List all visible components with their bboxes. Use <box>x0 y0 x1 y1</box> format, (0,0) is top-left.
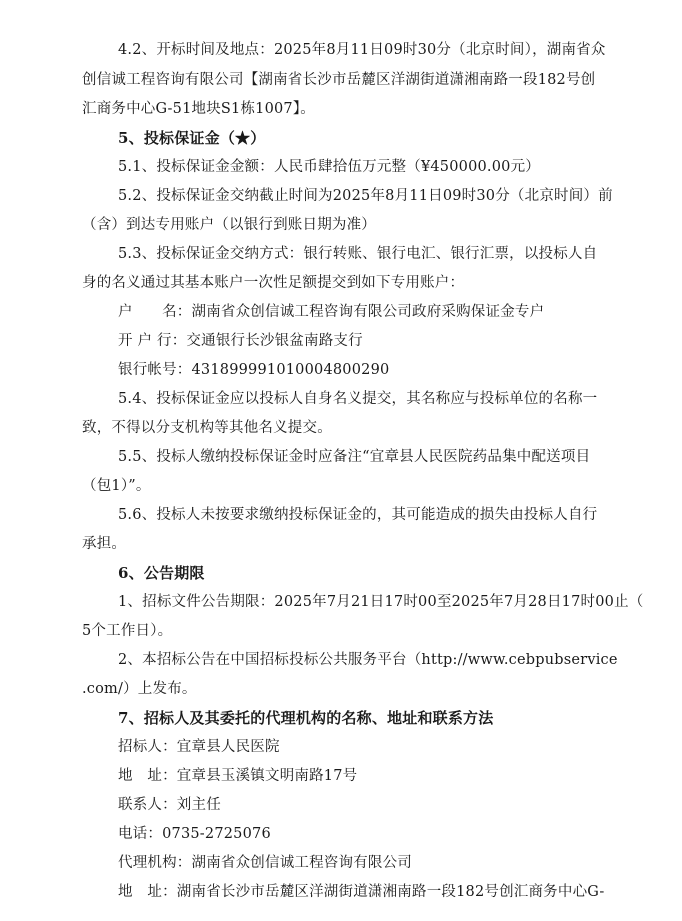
section-heading-6: 6、公告期限 <box>118 564 205 582</box>
text-line-6-1: 1、招标文件公告期限：2025年7月21日17时00至2025年7月28日17时00止（ <box>118 594 644 610</box>
text-line: （包1）”。 <box>82 478 151 494</box>
contact-phone: 电话：0735-2725076 <box>118 826 271 842</box>
text-line: 汇商务中心G-51地块S1栋1007】。 <box>82 101 316 117</box>
section-heading-7: 7、招标人及其委托的代理机构的名称、地址和联系方法 <box>118 709 494 727</box>
text-line-5-2: 5.2、投标保证金交纳截止时间为2025年8月11日09时30分（北京时间）前 <box>118 188 613 204</box>
text-line: 5个工作日）。 <box>82 623 173 639</box>
text-line-5-3: 5.3、投标保证金交纳方式：银行转账、银行电汇、银行汇票，以投标人自 <box>118 246 598 262</box>
agency-name: 代理机构：湖南省众创信诚工程咨询有限公司 <box>118 855 412 871</box>
text-line: （含）到达专用账户（以银行到账日期为准） <box>82 217 376 233</box>
tenderer-name: 招标人：宜章县人民医院 <box>118 739 280 755</box>
text-line: 身的名义通过其基本账户一次性足额提交到如下专用账户： <box>82 275 465 291</box>
agency-address: 地 址：湖南省长沙市岳麓区洋湖街道潇湘南路一段182号创汇商务中心G- <box>118 884 605 900</box>
tenderer-address: 地 址：宜章县玉溪镇文明南路17号 <box>118 768 358 784</box>
text-line-5-5: 5.5、投标人缴纳投标保证金时应备注“宜章县人民医院药品集中配送项目 <box>118 449 591 465</box>
account-bank: 开 户 行：交通银行长沙银盆南路支行 <box>118 333 363 349</box>
text-line-5-4: 5.4、投标保证金应以投标人自身名义提交，其名称应与投标单位的名称一 <box>118 391 598 407</box>
section-heading-5: 5、投标保证金（★） <box>118 129 266 147</box>
text-line-5-6: 5.6、投标人未按要求缴纳投标保证金的，其可能造成的损失由投标人自行 <box>118 507 598 523</box>
account-name: 户 名：湖南省众创信诚工程咨询有限公司政府采购保证金专户 <box>118 304 545 320</box>
text-line: 承担。 <box>82 536 127 552</box>
text-line: 创信诚工程咨询有限公司【湖南省长沙市岳麓区洋湖街道潇湘南路一段182号创 <box>82 72 596 88</box>
contact-person: 联系人：刘主任 <box>118 797 221 813</box>
account-number: 银行帐号：431899991010004800290 <box>118 362 390 378</box>
text-line-5-1: 5.1、投标保证金金额：人民币肆拾伍万元整（¥450000.00元） <box>118 159 540 175</box>
text-line: .com/）上发布。 <box>82 681 197 697</box>
text-line-6-2: 2、本招标公告在中国招标投标公共服务平台（http://www.cebpubservice <box>118 652 618 668</box>
text-line: 致，不得以分支机构等其他名义提交。 <box>82 420 332 436</box>
text-line-4-2: 4.2、开标时间及地点：2025年8月11日09时30分（北京时间），湖南省众 <box>118 42 606 58</box>
